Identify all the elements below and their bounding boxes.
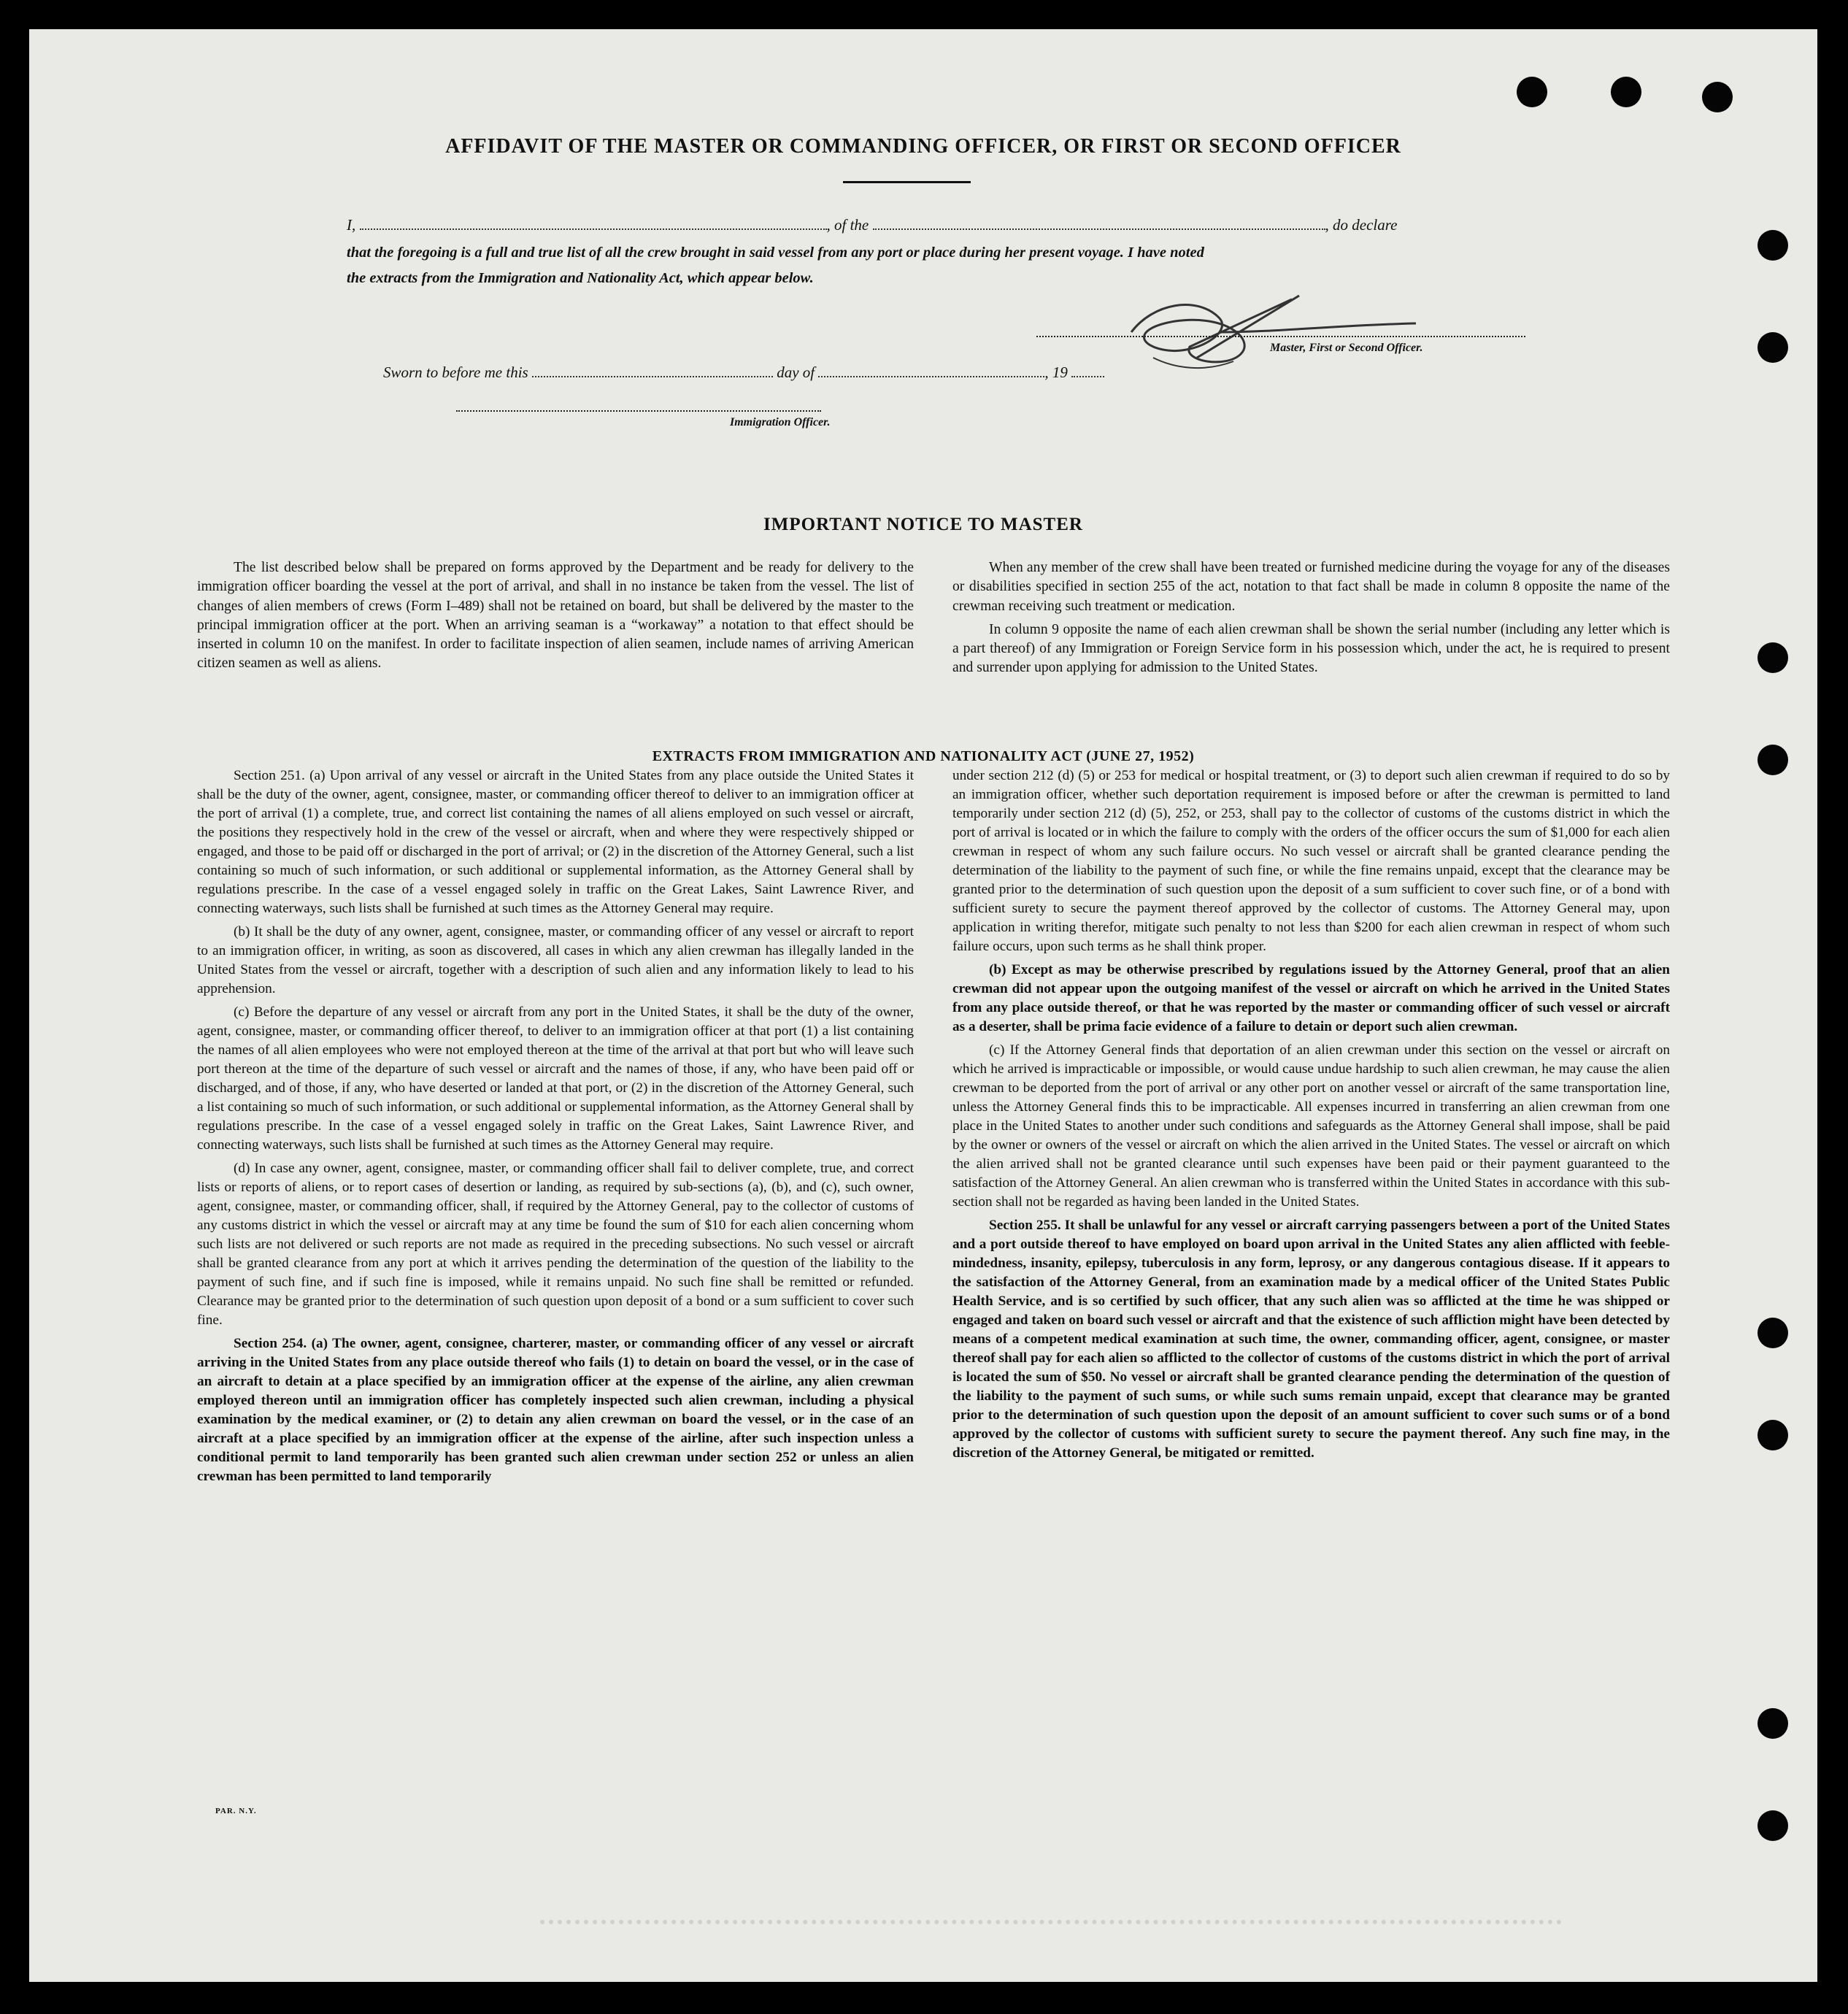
extracts-right-column: [952, 766, 1670, 1467]
master-caption: Master, First or Second Officer.: [1270, 342, 1423, 354]
day-of-label: day of: [777, 364, 815, 381]
section-254-a-continued: under section 212 (d) (5) or 253 for medical or hospital treatment, or (3) to deport such alien crewman if required to do so by an immigration officer, whether such deportation requirement is imposed before or after the crewman is permitted to land temporarily under section 212 (d) (5), 252, or 253, shall pay to the collector of customs of the customs district in which the port of arrival is located or in which the failure to comply with the orders of the officer occurs the sum of $1,000 for each alien crewman in respect of whom any such failure occurs. No such vessel or aircraft shall be granted clearance pending the determination of the liability to the payment of such fine, or while the fine remains unpaid, except that the clearance may be granted prior to the determination of such question upon the deposit of a sum sufficient to cover such fine, or of a bond with sufficient surety to secure the payment thereof approved by the collector of customs. The Attorney General may, upon application in writing therefor, mitigate such penalty to not less than $200 for each alien crewman in respect of whom such failure occurs, upon such terms as he shall think proper.: [952, 768, 1670, 954]
punch-hole: [1517, 77, 1547, 107]
punch-hole: [1757, 642, 1788, 673]
sworn-line: [383, 363, 1104, 382]
printer-mark: PAR. N.Y.: [215, 1807, 257, 1815]
extracts-title: EXTRACTS FROM IMMIGRATION AND NATIONALITY ACT (JUNE 27, 1952): [652, 748, 1195, 764]
affidavit-title: AFFIDAVIT OF THE MASTER OR COMMANDING OFFICER, OR FIRST OR SECOND OFFICER: [445, 135, 1401, 158]
punch-hole: [1757, 1810, 1788, 1841]
title-underline: [843, 181, 971, 183]
punch-hole: [1757, 1708, 1788, 1739]
do-declare-label: , do declare: [1325, 216, 1398, 234]
punch-hole: [1757, 1318, 1788, 1348]
section-254-c: (c) If the Attorney General finds that deportation of an alien crewman under this section on the vessel or aircraft on which he arrived is impracticable or impossible, or would cause undue hardship to such alien crewman, he may cause the alien crewman to be deported from the port of arrival or any other port on another vessel or aircraft of the same transportation line, unless the Attorney General finds this to be impracticable. All expenses incurred in transferring an alien crewman from one place in the United States to another under such conditions and safeguards as the Attorney General shall impose, shall be paid by the owner or owners of the vessel or aircraft on which the alien arrived in the United States. The vessel or aircraft on which the alien arrived shall not be granted clearance until such expenses have been paid or their payment guaranteed to the satisfaction of the Attorney General. An alien crewman who is transferred within the United States in accordance with this sub-section shall not be regarded as having been landed in the United States.: [952, 1042, 1670, 1210]
punch-hole: [1757, 230, 1788, 261]
bleed-through-artifact: [540, 1920, 1562, 1937]
section-251-d: (d) In case any owner, agent, consignee, master, or commanding officer shall fail to deliver complete, true, and correct lists or reports of aliens, or to report cases of desertion or landing, as required by sub-sections (a), (b), and (c), such owner, agent, consignee, master, or commanding officer, shall, if required by the Attorney General, pay to the collector of customs of any customs district in which the vessel or aircraft may at any time be found the sum of $10 for each alien concerning whom such lists are not delivered or such reports are not made as required in the preceding subsections. No such vessel or aircraft shall be granted clearance from any port at which it arrives pending the determination of the question of the liability to the payment of such fine, and if such fine is imposed, while it remains unpaid. No such fine shall be remitted or refunded. Clearance may be granted prior to the determination of such question upon deposit of a bond or a sum sufficient to cover such fine.: [197, 1161, 914, 1328]
officer-signature-line: [456, 410, 821, 412]
extracts-left-column: [197, 766, 914, 1491]
notice-right-text-1: When any member of the crew shall have been treated or furnished medicine during the voyage for any of the diseases or disabilities specified in section 255 of the act, notation to that fact shall be made in column 8 opposite the name of the crewman receiving such treatment or medication.: [952, 560, 1670, 614]
punch-hole: [1611, 77, 1641, 107]
section-254-b: (b) Except as may be otherwise prescribed by regulations issued by the Attorney General, proof that an alien crewman did not appear upon the outgoing manifest of the vessel or aircraft on which he arrived in the United States from any place outside thereof, or that he was reported by the master or commanding officer of such vessel or aircraft as a deserter, shall be prima facie evidence of a failure to detain or deport such alien crewman.: [952, 962, 1670, 1034]
declaration-statement-2: the extracts from the Immigration and Nationality Act, which appear below.: [347, 270, 814, 286]
officer-caption: Immigration Officer.: [730, 416, 831, 428]
sworn-label: Sworn to before me this: [383, 364, 528, 381]
sworn-day-blank: [532, 363, 773, 377]
section-255: Section 255. It shall be unlawful for any vessel or aircraft carrying passengers between a port of the United States and a port outside thereof to have employed on board upon arrival in the United States any alien afflicted with feeble-mindedness, insanity, epilepsy, tuberculosis in any form, leprosy, or any dangerous contagious disease. If it appears to the satisfaction of the Attorney General, from an examination made by a medical officer of the United States Public Health Service, and is so certified by such officer, that any such alien was so afflicted at the time he was shipped or engaged and taken on board such vessel or aircraft and that the existence of such affliction might have been detected by means of a competent medical examination at such time, the owner, commanding officer, agent, consignee, or master thereof shall pay for each alien so afflicted to the collector of customs of the customs district in which the port of arrival is located the sum of $50. No vessel or aircraft shall be granted clearance pending the determination of the question of the liability to the payment of such sums, or while such sums remain unpaid, except that clearance may be granted prior to the determination of such question upon the deposit of an amount sufficient to cover such sums or of a bond approved by the collector of customs with sufficient surety to secure the payment thereof. Any such fine may, in the discretion of the Attorney General, be mitigated or remitted.: [952, 1218, 1670, 1461]
punch-hole: [1757, 332, 1788, 363]
i-label: I,: [347, 216, 356, 234]
section-251-c: (c) Before the departure of any vessel or aircraft from any port in the United States, it shall be the duty of the owner, agent, consignee, master, or commanding officer thereof, to deliver to an immigration officer at that port (1) a list containing the names of all alien employees who were not employed thereon at the time of the arrival at that port but who will leave such port thereon at the time of the departure of such vessel or aircraft and the names of those, if any, who have been paid off or discharged, and of those, if any, who have deserted or landed at that port, or (2) in the discretion of the Attorney General, such a list containing so much of such information, or such additional or supplemental information, as the Attorney General shall by regulations prescribe. In the case of a vessel engaged solely in traffic on the Great Lakes, Saint Lawrence River, and connecting waterways, such lists shall be furnished at such times as the Attorney General may require.: [197, 1004, 914, 1153]
sworn-month-blank: [818, 363, 1044, 377]
section-254-a: Section 254. (a) The owner, agent, consignee, charterer, master, or commanding officer of any vessel or aircraft arriving in the United States from any place outside thereof who fails (1) to detain on board the vessel, or in the case of an aircraft to detain at a place specified by an immigration officer at the expense of the airline, any alien crewman employed thereon until an immigration officer has completely inspected such alien crewman, including a physical examination by the medical examiner, or (2) to detain any alien crewman on board the vessel, or in the case of an aircraft at a place specified by an immigration officer at the expense of the airline, after such inspection unless a conditional permit to land temporarily has been granted such alien crewman under section 252 or unless an alien crewman has been permitted to land temporarily: [197, 1336, 914, 1484]
notice-left-text: The list described below shall be prepared on forms approved by the Department and be ready for delivery to the immigration officer boarding the vessel at the port of arrival, and shall in no instance be taken from the vessel. The list of changes of alien members of crews (Form I–489) shall not be retained on board, but shall be delivered by the master to the principal immigration officer at the port. When an arriving seaman is a “workaway” a notation to that effect should be inserted in column 10 on the manifest. In order to facilitate inspection of alien seamen, include names of arriving American citizen seamen as well as aliens.: [197, 560, 914, 672]
master-signature-line: [1036, 336, 1525, 337]
name-blank: [360, 215, 827, 230]
notice-right-column: [952, 558, 1670, 683]
vessel-blank: [873, 215, 1325, 230]
declaration-line: [347, 215, 1397, 234]
year-blank: [1071, 363, 1104, 377]
section-251-b: (b) It shall be the duty of any owner, agent, consignee, master, or commanding officer of any vessel or aircraft to report to an immigration officer, in writing, as soon as discovered, all cases in which any alien crewman has illegally landed in the United States from the vessel or aircraft, together with a description of such alien and any information likely to lead to his apprehension.: [197, 924, 914, 996]
of-the-label: , of the: [826, 216, 869, 234]
punch-hole: [1702, 82, 1733, 112]
section-251-a: Section 251. (a) Upon arrival of any vessel or aircraft in the United States from any place outside the United States it shall be the duty of the owner, agent, consignee, master, or commanding officer thereof to deliver to an immigration officer at the port of arrival (1) a complete, true, and correct list containing the names of all aliens employed on such vessel or aircraft, the positions they respectively hold in the crew of the vessel or aircraft, when and where they were respectively shipped or engaged, and those to be paid off or discharged in the port of arrival; or (2) in the discretion of the Attorney General, such a list containing so much of such information, or such additional or supplemental information, as the Attorney General shall by regulations prescribe. In the case of a vessel engaged solely in traffic on the Great Lakes, Saint Lawrence River, and connecting waterways, such lists shall be furnished at such times as the Attorney General may require.: [197, 768, 914, 916]
declaration-statement-1: that the foregoing is a full and true list of all the crew brought in said vessel from any port or place during her present voyage. I have noted: [347, 245, 1204, 261]
punch-hole: [1757, 1420, 1788, 1450]
notice-left-column: [197, 558, 914, 678]
year-label: , 19: [1044, 364, 1068, 381]
notice-right-text-2: In column 9 opposite the name of each alien crewman shall be shown the serial number (including any letter which is a part thereof) of any Immigration or Foreign Service form in his possession which, under the act, he is required to present and surrender upon applying for admission to the United States.: [952, 621, 1670, 676]
notice-title: IMPORTANT NOTICE TO MASTER: [763, 515, 1083, 534]
document-page: [29, 29, 1817, 1982]
